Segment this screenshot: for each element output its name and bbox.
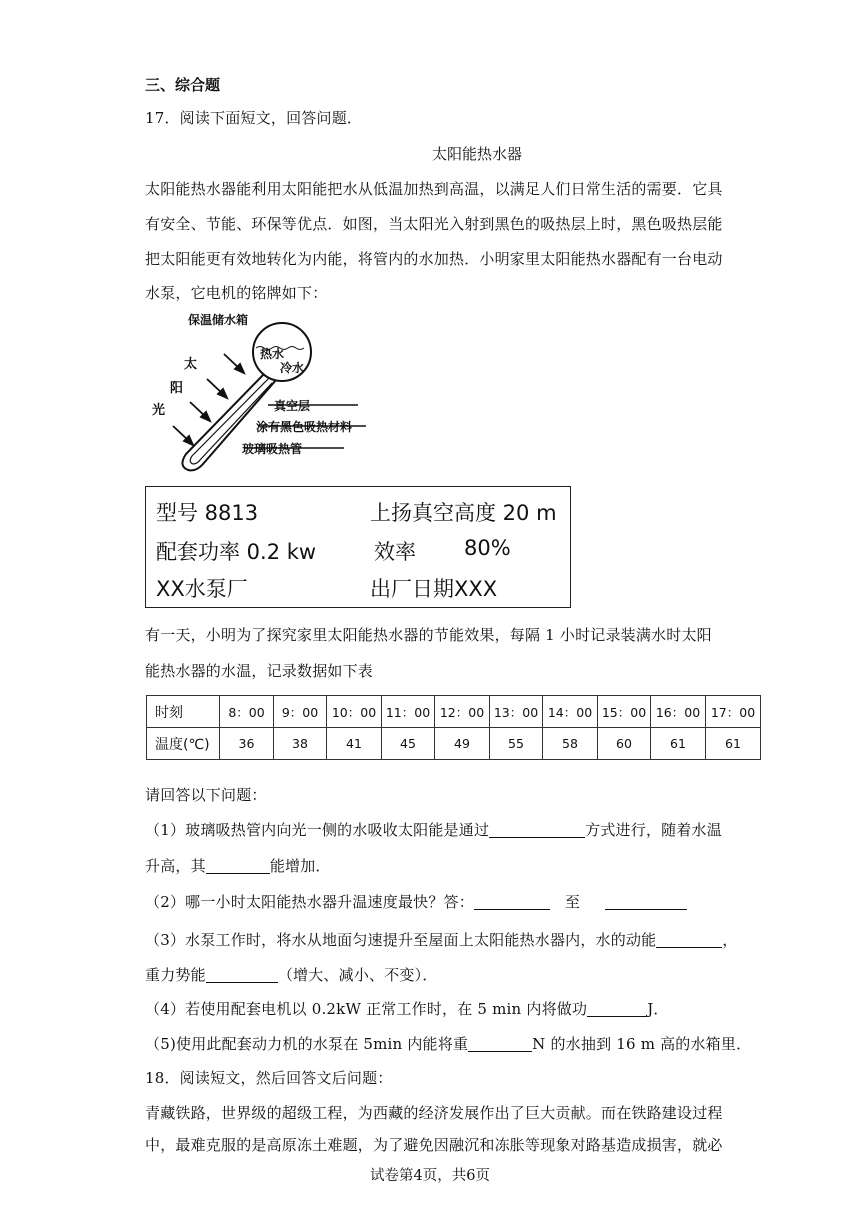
q2-text: （2）哪一小时太阳能热水器升温速度最快？答： <box>145 893 474 911</box>
temperature-table <box>146 695 761 760</box>
question-4 <box>145 998 669 1019</box>
q2-text: 至 <box>564 893 581 911</box>
q1-text: 升高，其 <box>145 857 206 875</box>
solar-heater-diagram <box>148 306 378 476</box>
paragraph-line: 有安全、节能、环保等优点．如图，当太阳光入射到黑色的吸热层上时，黑色吸热层能 <box>145 215 723 233</box>
answer-blank[interactable] <box>206 858 270 874</box>
plate-date: 出厂日期XXX <box>370 577 498 601</box>
table-cell: 9：00 <box>274 696 327 728</box>
q1-text: 能增加． <box>269 857 331 875</box>
answer-blank[interactable] <box>468 1036 532 1052</box>
question-3-line2 <box>145 964 438 985</box>
table-header: 时刻 <box>147 696 220 728</box>
q4-text: （4）若使用配套电机以 0.2kW 正常工作时，在 5 min 内将做功 <box>145 1000 588 1018</box>
label-hot: 热水 <box>260 347 285 361</box>
answer-blank[interactable] <box>656 932 722 948</box>
question-2 <box>145 891 687 912</box>
after-plate-line: 能热水器的水温，记录数据如下表 <box>145 662 374 680</box>
sun-char: 光 <box>152 403 166 418</box>
plate-power: 配套功率 0.2 kw <box>156 540 317 564</box>
table-cell: 55 <box>490 728 543 760</box>
table-cell: 61 <box>706 728 761 760</box>
table-header: 温度(℃) <box>147 728 220 760</box>
label-tank: 保温储水箱 <box>188 313 249 327</box>
q1-text: 方式进行，随着水温 <box>585 821 722 839</box>
table-cell: 38 <box>274 728 327 760</box>
plate-efficiency-label: 效率 <box>374 540 416 564</box>
q3-text: （3）水泵工作时，将水从地面匀速提升至屋面上太阳能热水器内，水的动能 <box>145 931 657 949</box>
label-coating: 涂有黑色吸热材料 <box>256 420 353 434</box>
q1-text: （1）玻璃吸热管内向光一侧的水吸收太阳能是通过 <box>145 821 490 839</box>
table-cell: 13：00 <box>490 696 543 728</box>
table-cell: 41 <box>327 728 382 760</box>
after-plate-line: 有一天，小明为了探究家里太阳能热水器的节能效果，每隔 1 小时记录装满水时太阳 <box>145 626 712 644</box>
plate-model: 型号 8813 <box>156 501 259 525</box>
paragraph-line: 把太阳能更有效地转化为内能，将管内的水加热．小明家里太阳能热水器配有一台电动 <box>145 250 723 268</box>
table-cell: 12：00 <box>435 696 490 728</box>
motor-nameplate <box>145 486 571 608</box>
table-row <box>147 696 761 728</box>
question-1-line2 <box>145 855 331 876</box>
sun-char: 阳 <box>170 381 184 396</box>
q18-line: 中，最难克服的是高原冻土难题，为了避免因融沉和冻胀等现象对路基造成损害，就必 <box>145 1136 723 1154</box>
question-5 <box>145 1033 751 1054</box>
table-cell: 58 <box>543 728 598 760</box>
answer-blank[interactable] <box>474 894 550 910</box>
plate-factory: XX水泵厂 <box>156 577 248 601</box>
q3-text: （增大、减小、不变）． <box>277 966 438 984</box>
prompt: 请回答以下问题： <box>145 786 267 804</box>
page-footer: 试卷第4页，共6页 <box>370 1168 490 1184</box>
table-cell: 17：00 <box>706 696 761 728</box>
q5-text: N 的水抽到 16 m 高的水箱里． <box>532 1035 752 1053</box>
plate-efficiency-value: 80% <box>464 536 511 560</box>
label-tube: 玻璃吸热管 <box>242 442 303 456</box>
table-cell: 10：00 <box>327 696 382 728</box>
article-title: 太阳能热水器 <box>432 145 523 163</box>
paragraph-line: 水泵，它电机的铭牌如下： <box>145 284 328 302</box>
q18-line: 青藏铁路，世界级的超级工程，为西藏的经济发展作出了巨大贡献。而在铁路建设过程 <box>145 1104 723 1122</box>
q18-intro: 18．阅读短文，然后回答文后问题： <box>145 1069 393 1087</box>
table-cell: 11：00 <box>382 696 435 728</box>
table-cell: 60 <box>598 728 651 760</box>
table-cell: 16：00 <box>651 696 706 728</box>
q4-text: J． <box>647 1000 669 1018</box>
table-cell: 36 <box>220 728 274 760</box>
label-cold: 冷水 <box>280 361 305 375</box>
answer-blank[interactable] <box>489 822 585 838</box>
table-cell: 8：00 <box>220 696 274 728</box>
question-3-line1 <box>145 929 738 950</box>
question-1-line1 <box>145 819 722 840</box>
section-title: 三、综合题 <box>145 76 221 94</box>
q5-text: （5)使用此配套动力机的水泵在 5min 内能将重 <box>145 1035 469 1053</box>
answer-blank[interactable] <box>605 894 687 910</box>
q17-intro: 17．阅读下面短文，回答问题． <box>145 109 363 127</box>
table-cell: 14：00 <box>543 696 598 728</box>
q3-text: 重力势能 <box>145 966 206 984</box>
table-row <box>147 728 761 760</box>
answer-blank[interactable] <box>587 1001 647 1017</box>
table-cell: 61 <box>651 728 706 760</box>
sun-char: 太 <box>184 357 198 372</box>
q3-text: ， <box>722 931 738 949</box>
table-cell: 45 <box>382 728 435 760</box>
plate-lift: 上扬真空高度 20 m <box>370 501 557 525</box>
table-cell: 49 <box>435 728 490 760</box>
label-vacuum: 真空层 <box>274 399 311 413</box>
table-cell: 15：00 <box>598 696 651 728</box>
answer-blank[interactable] <box>206 967 278 983</box>
paragraph-line: 太阳能热水器能利用太阳能把水从低温加热到高温，以满足人们日常生活的需要．它具 <box>145 180 723 198</box>
